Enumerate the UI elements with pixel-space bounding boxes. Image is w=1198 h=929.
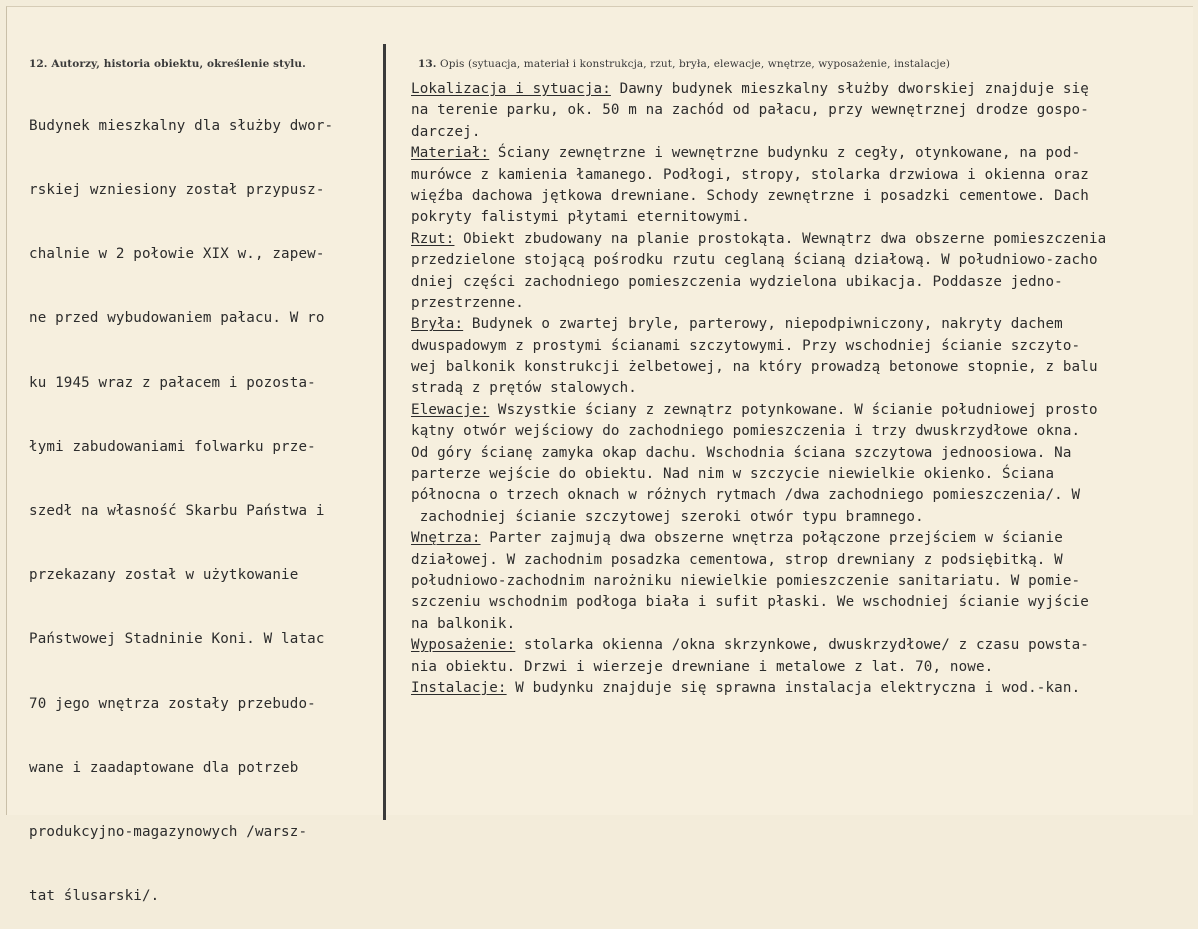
description-line bbox=[411, 400, 1191, 421]
description-line bbox=[411, 443, 1191, 464]
description-text-run: kątny otwór wejściowy do zachodniego pomieszczenia i trzy dwuskrzydłowe okna. bbox=[411, 423, 1081, 440]
description-text-run: wej balkonik konstrukcji żelbetowej, na który prowadzą betonowe stopnie, z balu bbox=[411, 359, 1098, 376]
description-text-run: więźba dachowa jętkowa drewniane. Schody zewnętrzne i posadzki cementowe. Dach bbox=[411, 187, 1089, 204]
description-text-run: przedzielone stojącą pośrodku rzutu ceglaną ścianą działową. W południowo-zacho bbox=[411, 252, 1098, 269]
section-label: Materiał: bbox=[411, 145, 490, 162]
section-label: Bryła: bbox=[411, 316, 464, 333]
description-text-run: murówce z kamienia łamanego. Podłogi, stropy, stolarka drzwiowa i okienna oraz bbox=[411, 166, 1089, 183]
description-line bbox=[411, 79, 1191, 100]
description-text-run: stradą z prętów stalowych. bbox=[411, 380, 637, 397]
text-line: 70 jego wnętrza zostały przebudo- bbox=[29, 695, 316, 712]
description-line bbox=[411, 614, 1191, 635]
section-13-title: Opis (sytuacja, materiał i konstrukcja, rzut, bryła, elewacje, wnętrze, wyposażenie, instalacje) bbox=[440, 58, 951, 70]
text-line: wane i zaadaptowane dla potrzeb bbox=[29, 759, 299, 776]
section-13-number: 13. bbox=[418, 58, 437, 70]
description-text-run: darczej. bbox=[411, 123, 481, 140]
description-text-run: stolarka okienna /okna skrzynkowe, dwuskrzydłowe/ z czasu powsta- bbox=[515, 637, 1089, 654]
text-line: ne przed wybudowaniem pałacu. W ro bbox=[29, 310, 325, 327]
section-label: Rzut: bbox=[411, 230, 455, 247]
description-line bbox=[411, 250, 1191, 271]
description-line bbox=[411, 293, 1191, 314]
section-label: Elewacje: bbox=[411, 401, 490, 418]
description-line bbox=[411, 507, 1191, 528]
description-text-run: Dawny budynek mieszkalny służby dworskiej znajduje się bbox=[610, 81, 1089, 97]
description-text-run: południowo-zachodnim narożniku niewielkie pomieszczenie sanitariatu. W pomie- bbox=[411, 572, 1081, 589]
description-text-run: Parter zajmują dwa obszerne wnętrza połączone przejściem w ścianie bbox=[480, 530, 1063, 547]
description-text-run: dniej części zachodniego pomieszczenia wydzielona ubikacja. Poddasze jedno- bbox=[411, 273, 1063, 290]
description-text-run: Wszystkie ściany z zewnątrz potynkowane. W ścianie południowej prosto bbox=[489, 401, 1098, 418]
text-line: Budynek mieszkalny dla służby dwor- bbox=[29, 117, 334, 134]
text-line: rskiej wzniesiony został przypusz- bbox=[29, 182, 325, 199]
description-line bbox=[411, 678, 1191, 699]
description-line bbox=[411, 421, 1191, 442]
section-label: Wyposażenie: bbox=[411, 637, 516, 654]
text-line: tat ślusarski/. bbox=[29, 888, 160, 905]
description-line bbox=[411, 485, 1191, 506]
description-line bbox=[411, 550, 1191, 571]
description-line bbox=[411, 165, 1191, 186]
description-line bbox=[411, 143, 1191, 164]
description-text-run: pokryty falistymi płytami eternitowymi. bbox=[411, 209, 750, 226]
history-text bbox=[29, 73, 381, 929]
section-label: Wnętrza: bbox=[411, 530, 481, 547]
description-line bbox=[411, 122, 1191, 143]
description-line bbox=[411, 464, 1191, 485]
description-text-run: zachodniej ścianie szczytowej szeroki otwór typu bramnego. bbox=[411, 508, 924, 525]
description-line bbox=[411, 528, 1191, 549]
description-text-run: Ściany zewnętrzne i wewnętrzne budynku z cegły, otynkowane, na pod- bbox=[489, 145, 1081, 162]
description-text-run: na balkonik. bbox=[411, 615, 516, 632]
description-line bbox=[411, 571, 1191, 592]
text-line: Państwowej Stadninie Koni. W latac bbox=[29, 631, 325, 648]
description-line bbox=[411, 657, 1191, 678]
description-text-run: szczeniu wschodnim podłoga biała i sufit płaski. We wschodniej ścianie wyjście bbox=[411, 594, 1089, 611]
description-text-run: Budynek o zwartej bryle, parterowy, niepodpiwniczony, nakryty dachem bbox=[463, 316, 1063, 333]
description-line bbox=[411, 100, 1191, 121]
description-line bbox=[411, 378, 1191, 399]
section-13-header bbox=[418, 58, 950, 70]
description-text-run: dwuspadowym z prostymi ścianami szczytowymi. Przy wschodniej ścianie szczyto- bbox=[411, 337, 1081, 354]
text-line: łymi zabudowaniami folwarku prze- bbox=[29, 438, 316, 455]
description-text bbox=[411, 79, 1191, 699]
section-12-header: 12. Autorzy, historia obiektu, określenie stylu. bbox=[29, 58, 306, 70]
description-text-run: przestrzenne. bbox=[411, 294, 524, 311]
description-text-run: północna o trzech oknach w różnych rytmach /dwa zachodniego pomieszczenia/. W bbox=[411, 487, 1081, 504]
description-text-run: na terenie parku, ok. 50 m na zachód od pałacu, przy wewnętrznej drodze gospo- bbox=[411, 102, 1089, 119]
description-line bbox=[411, 229, 1191, 250]
description-line bbox=[411, 357, 1191, 378]
description-line bbox=[411, 592, 1191, 613]
description-text-run: nia obiektu. Drzwi i wierzeje drewniane i metalowe z lat. 70, nowe. bbox=[411, 658, 994, 675]
description-text-run: Od góry ścianę zamyka okap dachu. Wschodnia ściana szczytowa jednoosiowa. Na bbox=[411, 444, 1072, 461]
description-line bbox=[411, 635, 1191, 656]
column-divider bbox=[383, 44, 386, 820]
description-line bbox=[411, 314, 1191, 335]
text-line: chalnie w 2 połowie XIX w., zapew- bbox=[29, 246, 325, 263]
text-line: produkcyjno-magazynowych /warsz- bbox=[29, 824, 308, 841]
text-line: przekazany został w użytkowanie bbox=[29, 567, 299, 584]
description-line bbox=[411, 272, 1191, 293]
description-line bbox=[411, 336, 1191, 357]
description-line bbox=[411, 207, 1191, 228]
section-label: Lokalizacja i sytuacja: bbox=[411, 81, 611, 97]
text-line: ku 1945 wraz z pałacem i pozosta- bbox=[29, 374, 316, 391]
description-text-run: działowej. W zachodnim posadzka cementowa, strop drewniany z podsiębitką. W bbox=[411, 551, 1063, 568]
description-text-run: parterze wejście do obiektu. Nad nim w szczycie niewielkie okienko. Ściana bbox=[411, 466, 1055, 483]
description-text-run: Obiekt zbudowany na planie prostokąta. Wewnątrz dwa obszerne pomieszczenia bbox=[454, 230, 1107, 247]
description-text-run: W budynku znajduje się sprawna instalacja elektryczna i wod.-kan. bbox=[506, 679, 1081, 696]
text-line: szedł na własność Skarbu Państwa i bbox=[29, 503, 325, 520]
section-label: Instalacje: bbox=[411, 679, 507, 696]
description-line bbox=[411, 186, 1191, 207]
